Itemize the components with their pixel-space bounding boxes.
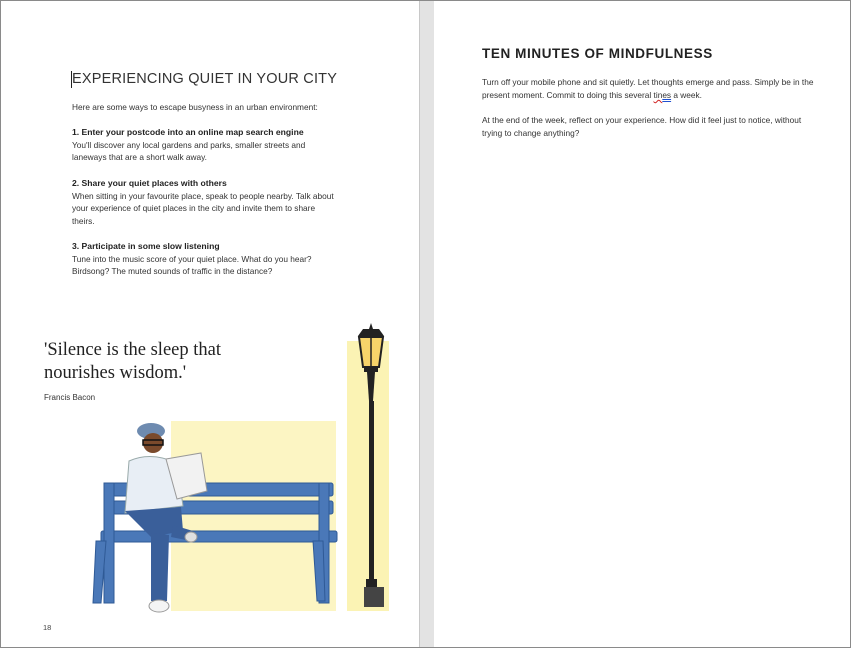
item-body: Tune into the music score of your quiet place. What do you hear? Birdsong? The muted sounds of traffic in the distance? [72, 253, 312, 276]
quote-line-1: 'Silence is the sleep that [44, 340, 221, 360]
para1-end: a week. [671, 89, 702, 100]
grammar-error[interactable]: es [662, 89, 672, 100]
intro-text[interactable]: Here are some ways to escape busyness in an urban environment: [72, 102, 318, 112]
item-body: You'll discover any local gardens and parks, smaller streets and laneways that are a short walk away. [72, 139, 306, 162]
page-gutter [419, 1, 435, 647]
paragraph-1[interactable] [482, 76, 817, 102]
paragraph-2[interactable]: At the end of the week, reflect on your experience. How did it feel just to notice, without trying to change anything? [482, 115, 802, 138]
item-title: 3. Participate in some slow listening [72, 241, 220, 251]
quote-line-2: nourishes wisdom.' [44, 363, 187, 383]
right-page-heading[interactable]: TEN MINUTES OF MINDFULNESS [482, 46, 713, 61]
list-item[interactable] [72, 177, 337, 227]
item-body: When sitting in your favourite place, speak to people nearby. Talk about your experience of quiet places in the city and invite them to share theirs. [72, 190, 334, 226]
item-title: 2. Share your quiet places with others [72, 178, 227, 188]
list-item[interactable] [72, 240, 337, 278]
item-title: 1. Enter your postcode into an online map search engine [72, 127, 304, 137]
page-number: 18 [43, 623, 52, 632]
left-page-heading[interactable]: EXPERIENCING QUIET IN YOUR CITY [72, 71, 338, 87]
quote-author[interactable]: Francis Bacon [44, 393, 96, 402]
page-left [1, 1, 419, 647]
spelling-error[interactable]: tin [653, 89, 663, 100]
list-item[interactable] [72, 126, 337, 164]
pull-quote[interactable] [44, 339, 294, 385]
page-right [434, 1, 850, 647]
para1-text: Turn off your mobile phone and sit quietly. Let thoughts emerge and pass. Simply be in the present moment. Commit to doing this several [482, 77, 814, 100]
